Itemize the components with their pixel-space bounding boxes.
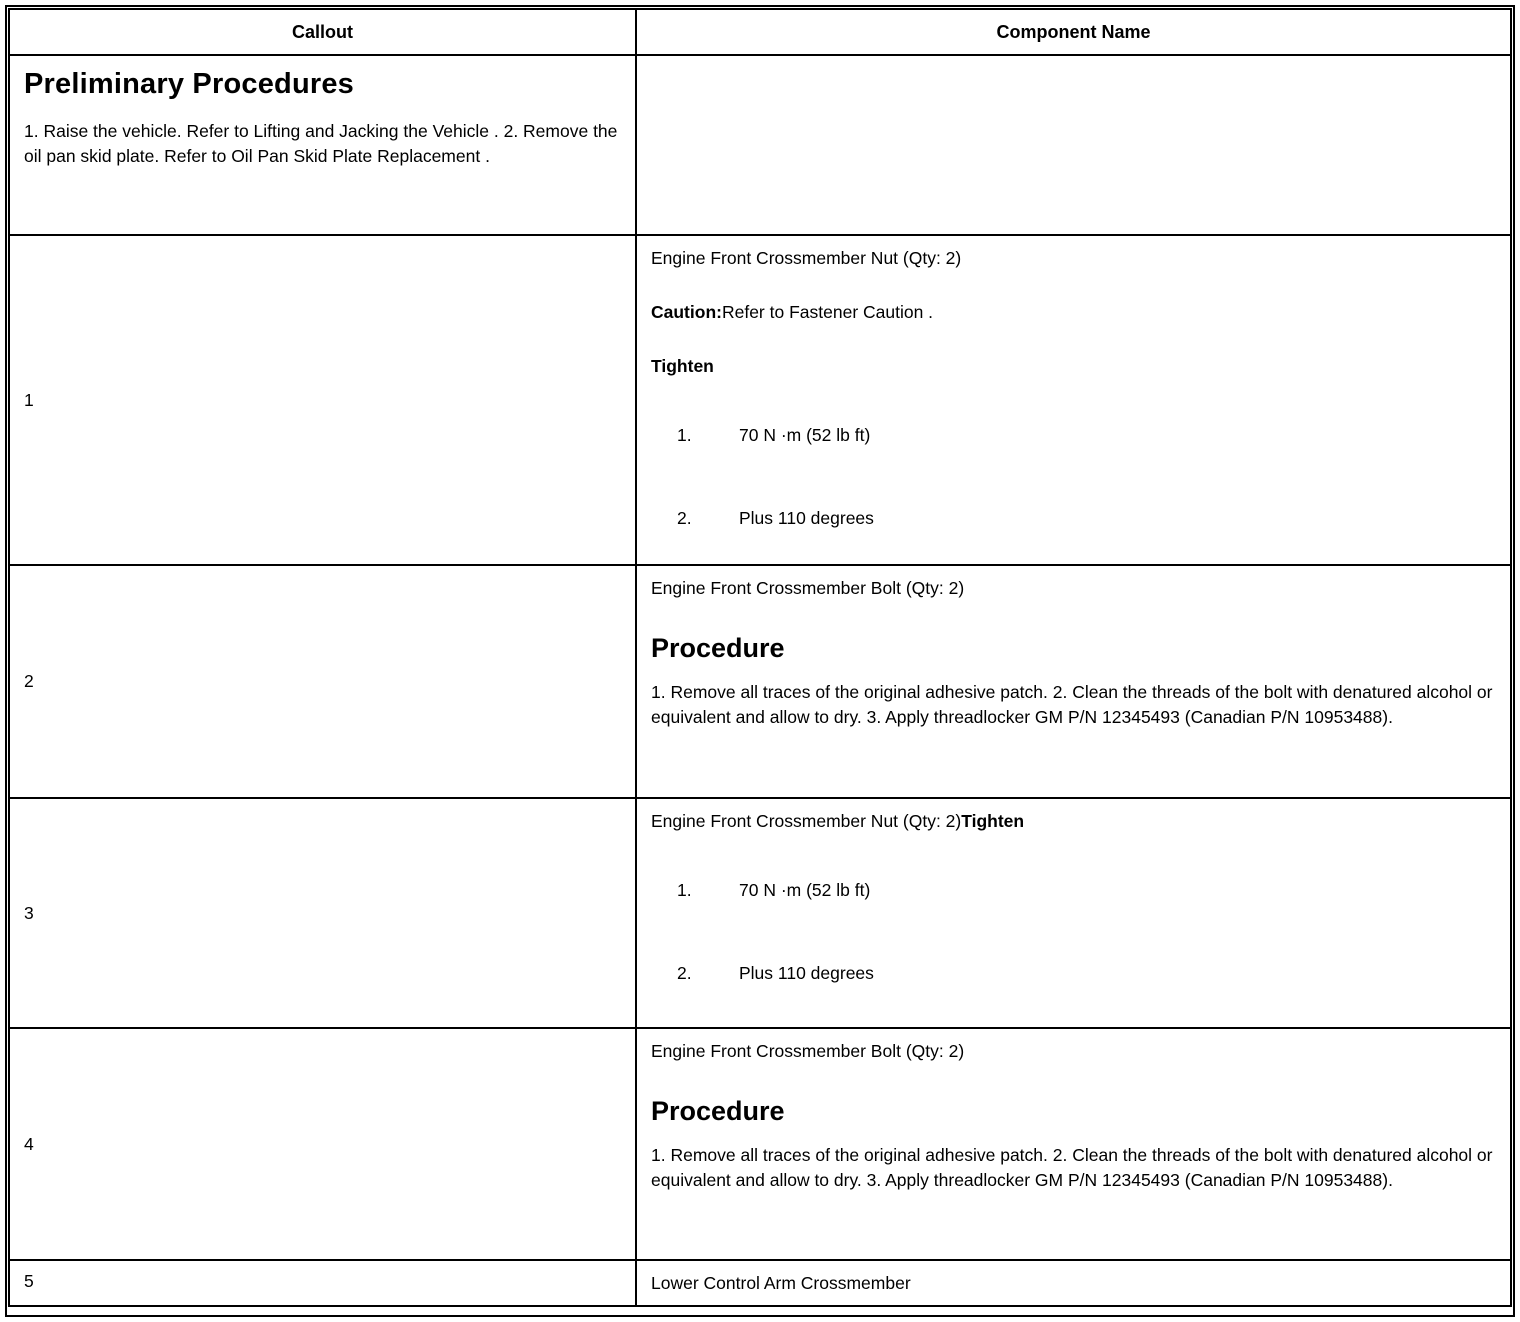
table-row xyxy=(9,235,1511,565)
callout-number: 1 xyxy=(9,235,636,565)
preliminary-title: Preliminary Procedures xyxy=(24,68,354,100)
step-number: 1. xyxy=(677,425,692,445)
procedure-text: 1. Remove all traces of the original adhesive patch. 2. Clean the threads of the bolt with denatured alcohol or equivalent and allow to dry. 3. Apply threadlocker GM P/N 12345493 (Canadian P/N 10953488). xyxy=(651,1145,1493,1191)
table-row xyxy=(9,1028,1511,1260)
table-row xyxy=(9,565,1511,798)
callout-number: 2 xyxy=(9,565,636,798)
component-name: Engine Front Crossmember Bolt (Qty: 2) xyxy=(651,578,965,598)
tighten-label: Tighten xyxy=(651,356,714,376)
tighten-step xyxy=(677,880,1496,901)
table-row-preliminary xyxy=(9,55,1511,235)
component-name: Lower Control Arm Crossmember xyxy=(651,1273,911,1293)
table-header-row xyxy=(9,9,1511,55)
step-text: 70 N ·m (52 lb ft) xyxy=(739,880,871,900)
callout-number: 3 xyxy=(9,798,636,1028)
step-number: 2. xyxy=(677,963,692,983)
caution-body: Refer to Fastener Caution . xyxy=(721,302,934,322)
tighten-steps xyxy=(651,425,1496,529)
component-name: Engine Front Crossmember Bolt (Qty: 2) xyxy=(651,1041,965,1061)
component-cell xyxy=(636,565,1511,798)
table-row xyxy=(9,798,1511,1028)
column-header-callout: Callout xyxy=(9,9,636,55)
tighten-step xyxy=(677,963,1496,984)
tighten-inline-label: Tighten xyxy=(961,811,1025,831)
procedure-title: Procedure xyxy=(651,1096,785,1126)
component-cell xyxy=(636,1260,1511,1306)
step-text: Plus 110 degrees xyxy=(739,508,874,528)
preliminary-text: 1. Raise the vehicle. Refer to Lifting and Jacking the Vehicle . 2. Remove the oil pan skid plate. Refer to Oil Pan Skid Plate Replacement . xyxy=(24,121,618,167)
component-cell xyxy=(636,235,1511,565)
caution-text xyxy=(651,302,1496,323)
tighten-step xyxy=(677,425,1496,446)
component-cell xyxy=(636,1028,1511,1260)
step-text: Plus 110 degrees xyxy=(739,963,874,983)
component-name-text: Engine Front Crossmember Nut (Qty: 2) xyxy=(651,811,962,831)
column-header-component: Component Name xyxy=(636,9,1511,55)
procedure-text: 1. Remove all traces of the original adhesive patch. 2. Clean the threads of the bolt with denatured alcohol or equivalent and allow to dry. 3. Apply threadlocker GM P/N 12345493 (Canadian P/N 10953488). xyxy=(651,682,1493,728)
step-text: 70 N ·m (52 lb ft) xyxy=(739,425,871,445)
step-number: 1. xyxy=(677,880,692,900)
component-name: Engine Front Crossmember Nut (Qty: 2) xyxy=(651,248,962,268)
tighten-steps xyxy=(651,880,1496,984)
page-border xyxy=(5,5,1515,1317)
table-row xyxy=(9,1260,1511,1306)
callout-number: 4 xyxy=(9,1028,636,1260)
preliminary-cell xyxy=(9,55,636,235)
component-name xyxy=(651,811,1496,832)
procedure-title: Procedure xyxy=(651,633,785,663)
component-cell xyxy=(636,798,1511,1028)
caution-label: Caution: xyxy=(651,302,722,322)
callout-number: 5 xyxy=(9,1260,636,1306)
preliminary-component-cell xyxy=(636,55,1511,235)
tighten-step xyxy=(677,508,1496,529)
step-number: 2. xyxy=(677,508,692,528)
service-table xyxy=(8,8,1512,1307)
